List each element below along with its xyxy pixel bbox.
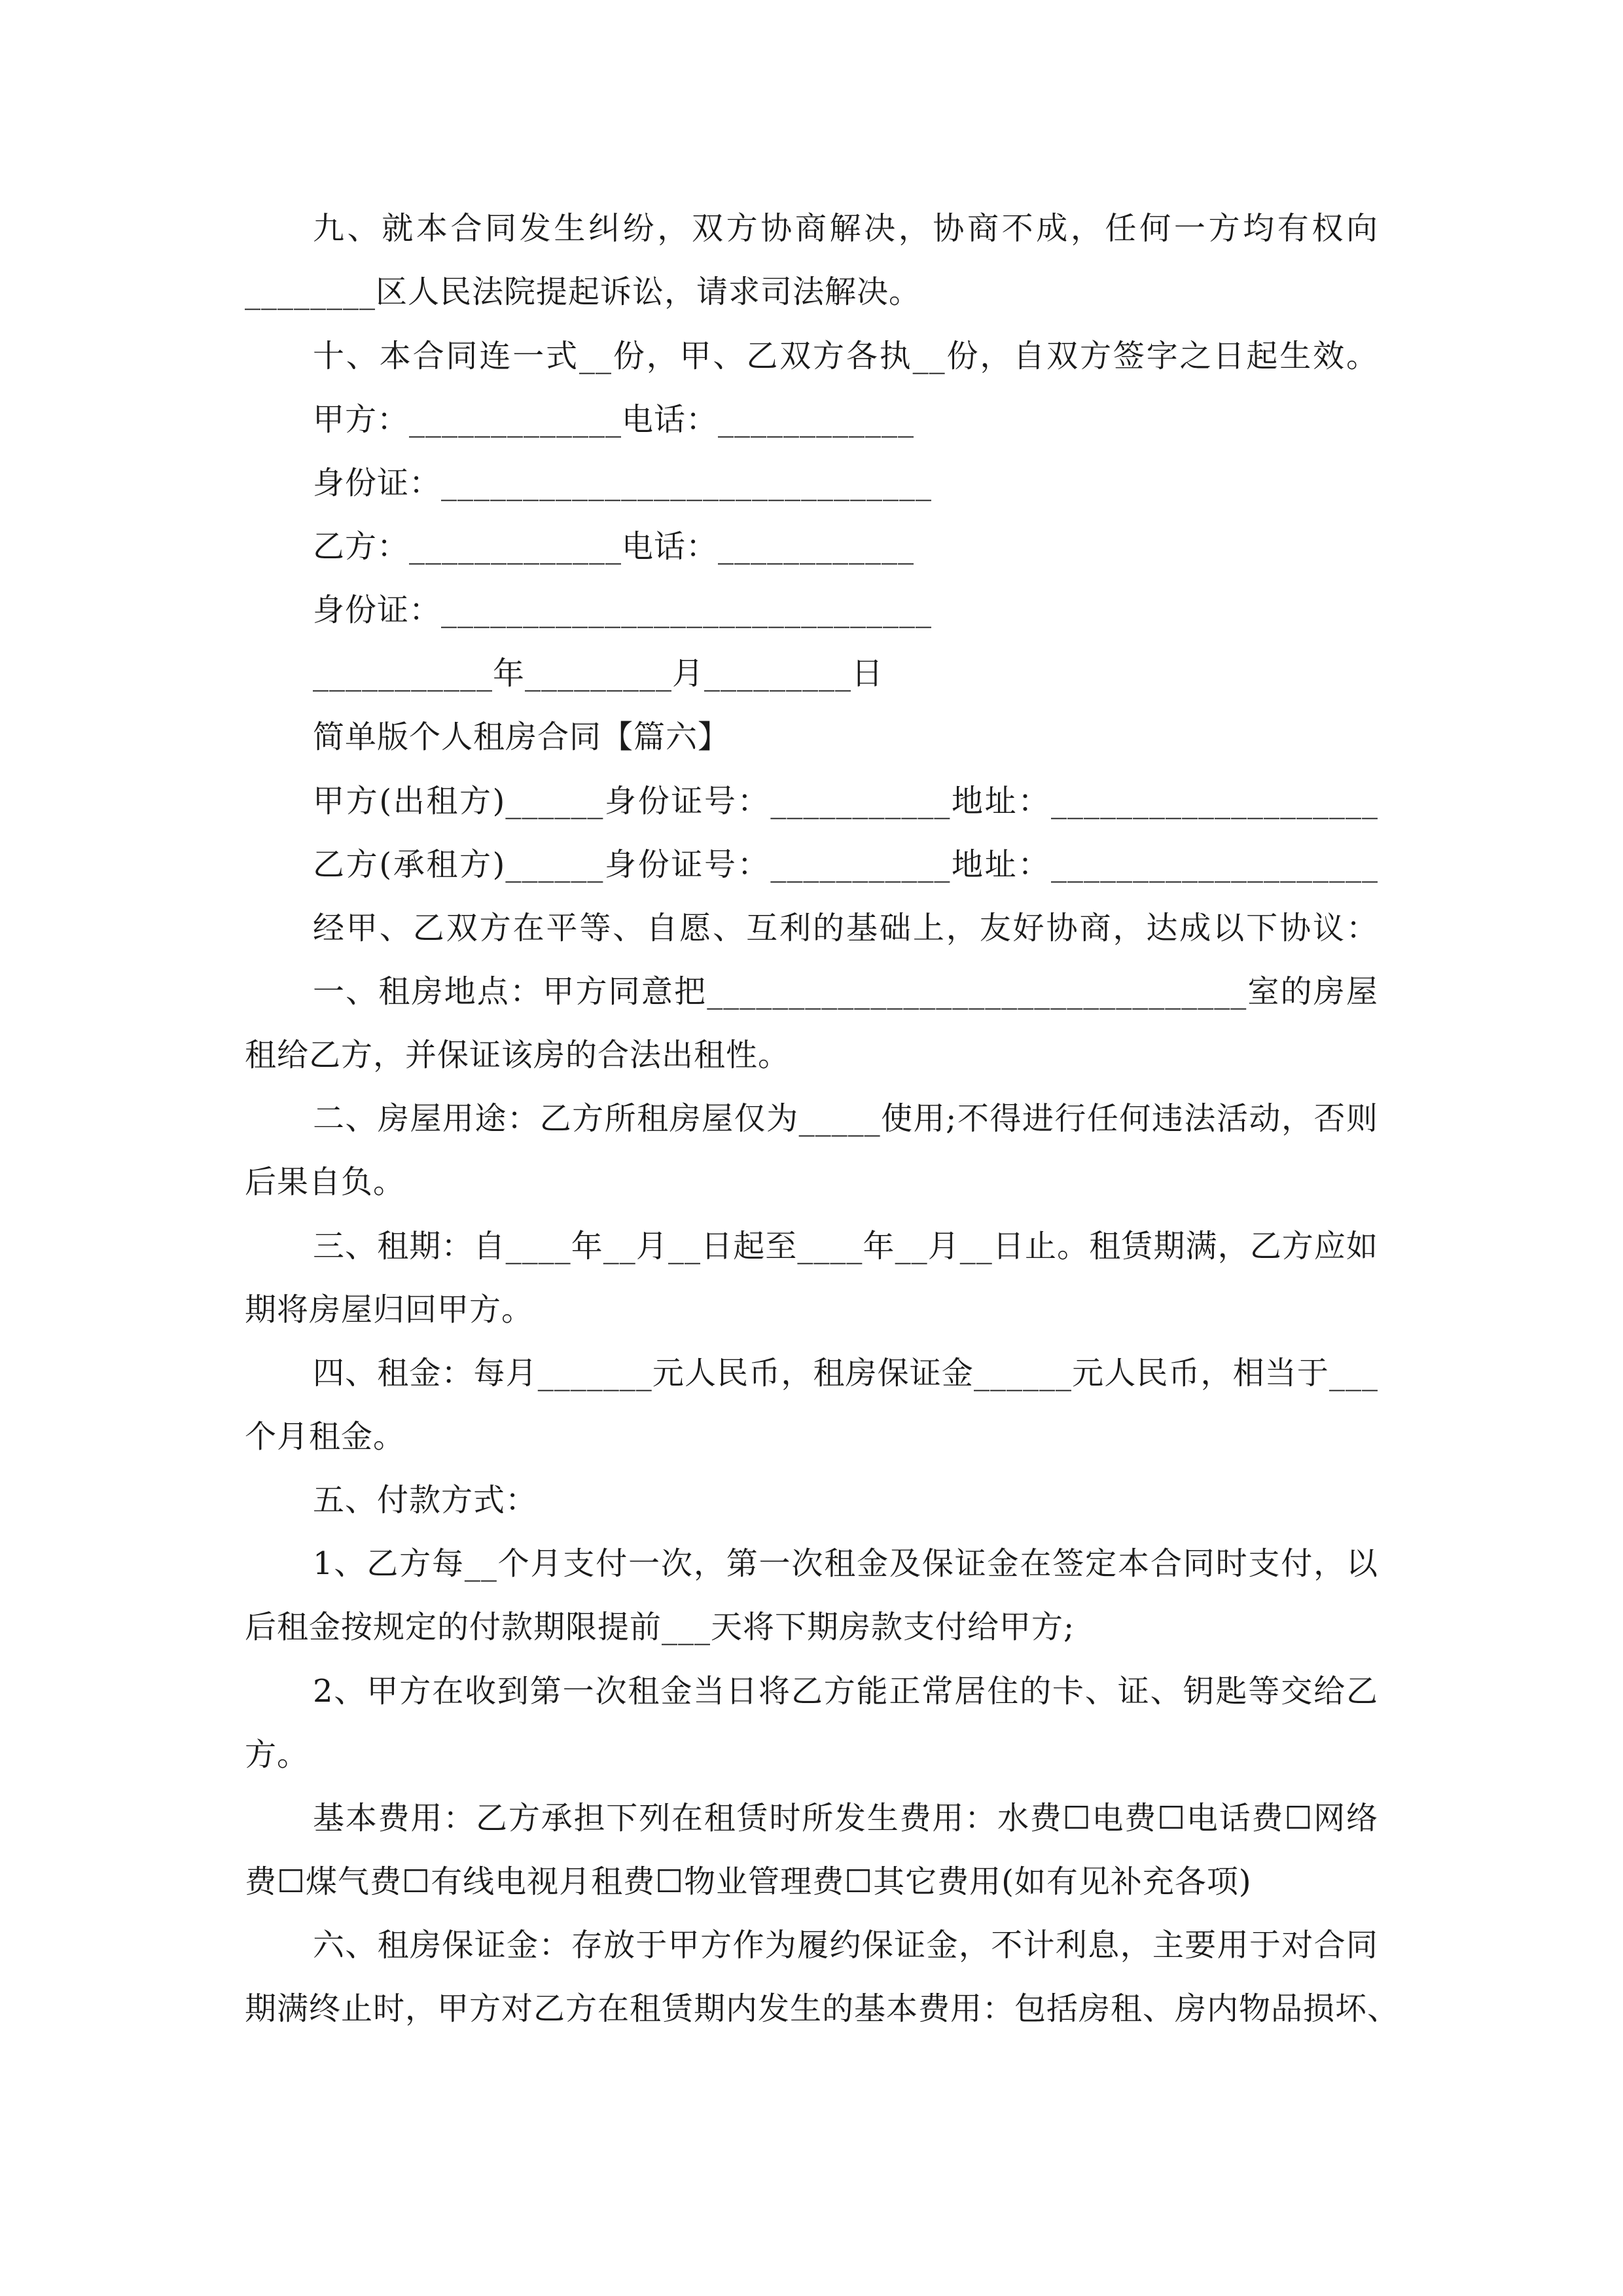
clause-5-item-1-line-2: 后租金按规定的付款期限提前___天将下期房款支付给甲方;: [245, 1609, 1075, 1645]
section-heading: 简单版个人租房合同【篇六】: [313, 719, 730, 755]
clause-5-item-1-line-1: 1、乙方每__个月支付一次，第一次租金及保证金在签定本合同时支付，以: [313, 1545, 1378, 1582]
signature-date: ___________年_________月_________日: [313, 655, 884, 692]
party-b-info: 乙方(承租方)______身份证号：___________地址：____________________: [313, 846, 1378, 883]
clause-5-item-2-line-1: 2、甲方在收到第一次租金当日将乙方能正常居住的卡、证、钥匙等交给乙: [313, 1673, 1378, 1710]
clause-2-line-1: 二、房屋用途：乙方所租房屋仅为_____使用;不得进行任何违法活动，否则: [313, 1100, 1378, 1137]
party-a-info: 甲方(出租方)______身份证号：___________地址：____________________: [313, 783, 1378, 819]
signature-party-a: 甲方：_____________电话：____________: [313, 401, 915, 438]
signature-party-b-id: 身份证：______________________________: [313, 592, 933, 628]
basic-fees-line-2: 费☐煤气费☐有线电视月租费☐物业管理费☐其它费用(如有见补充各项): [245, 1863, 1252, 1900]
signature-party-a-id: 身份证：______________________________: [313, 465, 933, 501]
clause-9-line-2: ________区人民法院提起诉讼，请求司法解决。: [245, 274, 921, 310]
clause-6-line-1: 六、租房保证金：存放于甲方作为履约保证金，不计利息，主要用于对合同: [313, 1927, 1378, 1964]
clause-10: 十、本合同连一式__份，甲、乙双方各执__份，自双方签字之日起生效。: [313, 338, 1378, 374]
clause-3-line-1: 三、租期：自____年__月__日起至____年__月__日止。租赁期满，乙方应如: [313, 1228, 1378, 1265]
clause-4-line-1: 四、租金：每月_______元人民币，租房保证金______元人民币，相当于___: [313, 1355, 1378, 1391]
clause-1-line-2: 租给乙方，并保证该房的合法出租性。: [245, 1037, 791, 1073]
clause-6-line-2: 期满终止时，甲方对乙方在租赁期内发生的基本费用：包括房租、房内物品损坏、: [245, 1990, 1400, 2027]
clause-4-line-2: 个月租金。: [245, 1418, 406, 1455]
clause-3-line-2: 期将房屋归回甲方。: [245, 1291, 534, 1328]
clause-5-heading: 五、付款方式：: [313, 1482, 538, 1518]
clause-9-line-1: 九、就本合同发生纠纷，双方协商解决，协商不成，任何一方均有权向: [313, 210, 1378, 247]
clause-5-item-2-line-2: 方。: [245, 1736, 310, 1773]
clause-1-line-1: 一、租房地点：甲方同意把_________________________________室的房屋: [313, 973, 1378, 1010]
basic-fees-line-1: 基本费用：乙方承担下列在租赁时所发生费用：水费☐电费☐电话费☐网络: [313, 1800, 1378, 1837]
agreement-intro: 经甲、乙双方在平等、自愿、互利的基础上，友好协商，达成以下协议：: [313, 910, 1378, 946]
clause-2-line-2: 后果自负。: [245, 1164, 406, 1200]
signature-party-b: 乙方：_____________电话：____________: [313, 528, 915, 565]
